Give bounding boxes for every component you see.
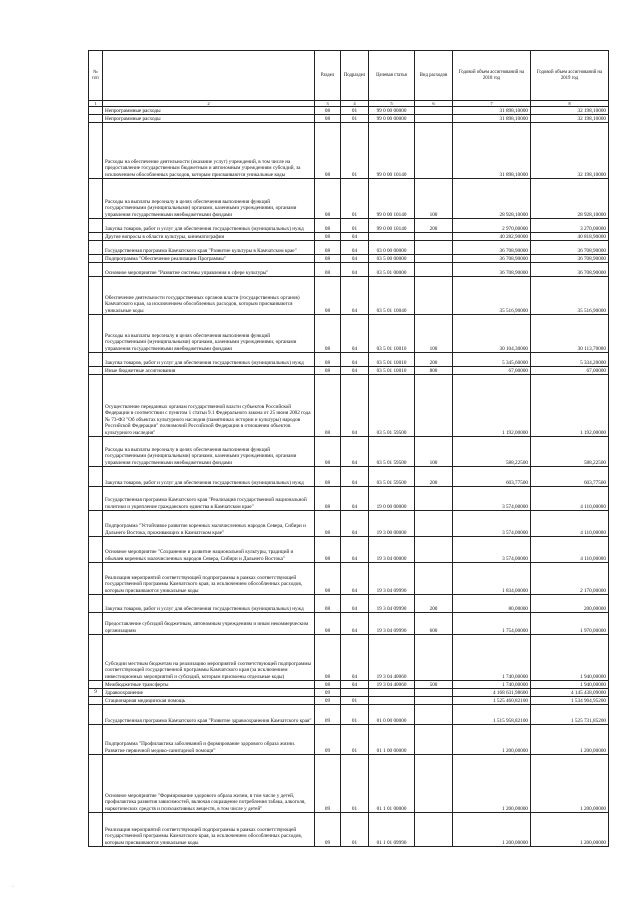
row-amount-2019: 1 525 731,85200: [531, 705, 609, 725]
row-amount-2018: 35 516,90000: [453, 277, 531, 315]
row-name: Основное мероприятие "Развитие системы управления в сфере культуры": [103, 263, 315, 277]
row-razdel: 08: [315, 353, 341, 367]
row-amount-2019: 5 334,20000: [531, 353, 609, 367]
row-podrazdel: 04: [341, 375, 369, 437]
row-expense-type: [415, 813, 453, 847]
row-razdel: 08: [315, 563, 341, 595]
row-podrazdel: 04: [341, 511, 369, 537]
row-name: Обеспечение деятельности государственных органов власти (государственных органов) Камчатского края, за исключением обособленных расходов, которым присваиваются уникальные коды: [103, 277, 315, 315]
table-row: [89, 263, 609, 277]
row-expense-type: [415, 487, 453, 511]
table-row: [89, 537, 609, 563]
row-razdel: 08: [315, 263, 341, 277]
row-name: Непрограммные расходы: [103, 107, 315, 115]
row-razdel: 08: [315, 375, 341, 437]
row-number: [89, 755, 103, 813]
table-row: [89, 123, 609, 179]
row-target-article: 03 0 00 00000: [369, 241, 415, 255]
table-row: [89, 115, 609, 123]
row-amount-2019: 1 200,00000: [531, 755, 609, 813]
row-name: Государственная программа Камчатского края "Реализация государственной национальной политики и укрепление гражданского единства в Камчатском крае": [103, 487, 315, 511]
row-razdel: 08: [315, 241, 341, 255]
row-target-article: 19 3 00 00000: [369, 511, 415, 537]
row-amount-2019: 200,00000: [531, 595, 609, 613]
row-podrazdel: 04: [341, 315, 369, 353]
row-amount-2019: 1 940,00000: [531, 681, 609, 689]
row-name: Осуществление переданных органам государственной власти субъектов Российской Федерации в соответствии с пунктом 1 статьи 9.1 Федерального закона от 25 июня 2002 года № 73-ФЗ "Об объектах культурного наследия (памятниках истории и культуры) народов Российской Федерации" полномочий Российской Федерации в отношении объектов культурного наследия": [103, 375, 315, 437]
row-target-article: 19 3 04 09990: [369, 613, 415, 635]
row-razdel: 08: [315, 595, 341, 613]
row-amount-2018: 1 515 958,82100: [453, 705, 531, 725]
row-podrazdel: 04: [341, 595, 369, 613]
row-podrazdel: 04: [341, 263, 369, 277]
row-amount-2018: 30 104,30000: [453, 315, 531, 353]
row-podrazdel: 01: [341, 813, 369, 847]
row-amount-2019: 28 928,10000: [531, 179, 609, 219]
row-name: Стационарная медицинская помощь: [103, 697, 315, 705]
column-number: 1: [89, 101, 103, 107]
row-number: [89, 635, 103, 681]
table-row: [89, 595, 609, 613]
row-amount-2018: 1 740,00000: [453, 681, 531, 689]
margin-mark: ·: [12, 884, 14, 890]
table-row: [89, 315, 609, 353]
row-podrazdel: 04: [341, 437, 369, 467]
column-number: 5: [369, 101, 415, 107]
table-row: [89, 705, 609, 725]
header-podrazdel: Подраздел: [341, 51, 369, 101]
row-name: Непрограммные расходы: [103, 115, 315, 123]
row-target-article: 03 5 01 10010: [369, 353, 415, 367]
row-name: Субсидии местным бюджетам на реализацию мероприятий соответствующей подпрограммы соответствующей государственной программы Камчатского края (за исключением инвестиционных мероприятий и субсидий, которым присвоены отдельные коды): [103, 635, 315, 681]
row-razdel: 08: [315, 487, 341, 511]
row-number: [89, 437, 103, 467]
column-number: 2: [103, 101, 315, 107]
row-number: [89, 233, 103, 241]
row-target-article: 99 0 00 10140: [369, 219, 415, 233]
row-name: Расходы на выплаты персоналу в целях обеспечения выполнения функций государственными (муниципальными) органами, казенными учреждениями, органами управления государственными внебюджетными фондами: [103, 437, 315, 467]
row-name: Расходы на обеспечение деятельности (оказание услуг) учреждений, в том числе на предоставление государственным бюджетным и автономным учреждениям субсидий, за исключением обособленных расходов, которым присваиваются уникальные коды: [103, 123, 315, 179]
row-razdel: 08: [315, 467, 341, 487]
row-name: Закупка товаров, работ и услуг для обеспечения государственных (муниципальных) нужд: [103, 467, 315, 487]
row-name: Закупка товаров, работ и услуг для обеспечения государственных (муниципальных) нужд: [103, 219, 315, 233]
row-target-article: 03 5 01 00000: [369, 263, 415, 277]
row-amount-2018: 31 898,10000: [453, 107, 531, 115]
row-number: [89, 107, 103, 115]
table-row: [89, 233, 609, 241]
row-target-article: [369, 233, 415, 241]
row-amount-2019: 4 110,00000: [531, 537, 609, 563]
row-podrazdel: 01: [341, 219, 369, 233]
row-amount-2019: 603,77500: [531, 467, 609, 487]
row-podrazdel: 04: [341, 367, 369, 375]
row-amount-2019: 588,22500: [531, 437, 609, 467]
table-row: [89, 437, 609, 467]
row-amount-2019: 1 200,00000: [531, 725, 609, 755]
row-expense-type: 200: [415, 595, 453, 613]
row-amount-2019: 32 198,10000: [531, 115, 609, 123]
row-name: Подпрограмма "Профилактика заболеваний и формирование здорового образа жизни. Развитие первичной медико-санитарной помощи": [103, 725, 315, 755]
row-expense-type: [415, 635, 453, 681]
row-expense-type: 500: [415, 681, 453, 689]
row-amount-2018: 603,77500: [453, 467, 531, 487]
row-podrazdel: 04: [341, 241, 369, 255]
row-razdel: 09: [315, 689, 341, 697]
row-amount-2018: 1 525 460,82100: [453, 697, 531, 705]
row-number: [89, 375, 103, 437]
row-expense-type: [415, 277, 453, 315]
row-expense-type: [415, 233, 453, 241]
table-row: [89, 689, 609, 697]
header-name: [103, 51, 315, 101]
row-amount-2018: 1 754,00000: [453, 613, 531, 635]
row-target-article: 99 0 00 00000: [369, 115, 415, 123]
row-razdel: 08: [315, 511, 341, 537]
row-name: Здравоохранение: [103, 689, 315, 697]
row-razdel: 08: [315, 367, 341, 375]
row-target-article: 19 3 04 09990: [369, 563, 415, 595]
row-razdel: 09: [315, 697, 341, 705]
row-razdel: 08: [315, 537, 341, 563]
row-amount-2019: 35 516,90000: [531, 277, 609, 315]
row-name: Реализация мероприятий соответствующей подпрограммы в рамках соответствующей государственной программы Камчатского края, за исключением обособленных расходов, которым присваиваются уникальные коды: [103, 813, 315, 847]
row-amount-2018: 1 740,00000: [453, 635, 531, 681]
row-number: [89, 367, 103, 375]
row-expense-type: [415, 705, 453, 725]
table-body: [89, 107, 609, 847]
header-num: № п/п: [89, 51, 103, 101]
table-row: [89, 613, 609, 635]
row-podrazdel: 04: [341, 563, 369, 595]
row-name: Закупка товаров, работ и услуг для обеспечения государственных (муниципальных) нужд: [103, 595, 315, 613]
row-number: [89, 487, 103, 511]
table-header-row: [89, 51, 609, 101]
row-amount-2019: 4 110,00000: [531, 511, 609, 537]
table-row: [89, 367, 609, 375]
row-amount-2018: 1 200,00000: [453, 755, 531, 813]
table-row: [89, 467, 609, 487]
table-row: [89, 375, 609, 437]
row-podrazdel: 04: [341, 233, 369, 241]
table-row: [89, 755, 609, 813]
row-expense-type: 800: [415, 367, 453, 375]
row-podrazdel: 01: [341, 115, 369, 123]
row-target-article: 01 1 01 00000: [369, 755, 415, 813]
row-amount-2018: 36 708,90000: [453, 241, 531, 255]
column-number: 4: [341, 101, 369, 107]
row-target-article: 99 0 00 10140: [369, 123, 415, 179]
row-target-article: 03 5 01 10010: [369, 315, 415, 353]
row-podrazdel: 01: [341, 107, 369, 115]
row-amount-2019: 1 940,00000: [531, 635, 609, 681]
header-year-2018: Годовой объем ассигнований на 2018 год: [453, 51, 531, 101]
row-amount-2018: 3 574,00000: [453, 487, 531, 511]
column-number: 7: [453, 101, 531, 107]
row-target-article: 03 5 01 59500: [369, 437, 415, 467]
row-number: [89, 179, 103, 219]
table-row: [89, 219, 609, 233]
table-row: [89, 179, 609, 219]
row-target-article: 03 5 01 10010: [369, 367, 415, 375]
row-amount-2019: 2 170,00000: [531, 563, 609, 595]
row-target-article: 19 3 04 09990: [369, 595, 415, 613]
row-number: [89, 277, 103, 315]
row-amount-2018: 1 192,00000: [453, 375, 531, 437]
row-name: Иные бюджетные ассигнования: [103, 367, 315, 375]
header-year-2019: Годовой объем ассигнований на 2019 год: [531, 51, 609, 101]
row-expense-type: [415, 123, 453, 179]
row-amount-2018: 1 834,00000: [453, 563, 531, 595]
row-expense-type: 600: [415, 613, 453, 635]
row-name: Реализация мероприятий соответствующей подпрограммы в рамках соответствующей государственной программы Камчатского края, за исключением обособленных расходов, которым присваиваются уникальные коды: [103, 563, 315, 595]
row-name: Подпрограмма "Устойчивое развитие коренных малочисленных народов Севера, Сибири и Дальнего Востока, проживающих в Камчатском крае": [103, 511, 315, 537]
table-row: [89, 353, 609, 367]
row-name: Предоставление субсидий бюджетным, автономным учреждениям и иным некоммерческим организациям: [103, 613, 315, 635]
row-expense-type: [415, 115, 453, 123]
row-number: [89, 813, 103, 847]
row-number: [89, 725, 103, 755]
row-target-article: 03 5 01 59500: [369, 375, 415, 437]
row-razdel: 09: [315, 813, 341, 847]
table-row: [89, 107, 609, 115]
row-amount-2019: 36 708,90000: [531, 255, 609, 263]
row-amount-2018: 36 708,90000: [453, 263, 531, 277]
row-amount-2018: 588,22500: [453, 437, 531, 467]
row-number: [89, 315, 103, 353]
row-amount-2019: 1 970,00000: [531, 613, 609, 635]
row-name: Расходы на выплаты персоналу в целях обеспечения выполнения функций государственными (муниципальными) органами, казенными учреждениями, органами управления государственными внебюджетными фондами: [103, 315, 315, 353]
row-expense-type: [415, 255, 453, 263]
row-target-article: 19 0 00 00000: [369, 487, 415, 511]
row-razdel: 08: [315, 179, 341, 219]
row-razdel: 08: [315, 115, 341, 123]
row-amount-2019: 67,00000: [531, 367, 609, 375]
row-number: 9: [89, 689, 103, 697]
row-expense-type: [415, 375, 453, 437]
row-podrazdel: 04: [341, 255, 369, 263]
row-target-article: 19 3 04 00000: [369, 537, 415, 563]
budget-table-sheet: [88, 50, 608, 847]
row-target-article: 03 5 01 10040: [369, 277, 415, 315]
row-podrazdel: 04: [341, 537, 369, 563]
row-number: [89, 353, 103, 367]
row-podrazdel: 04: [341, 635, 369, 681]
column-number: 8: [531, 101, 609, 107]
row-amount-2018: 3 574,00000: [453, 537, 531, 563]
row-target-article: 03 5 00 00000: [369, 255, 415, 263]
row-expense-type: 200: [415, 219, 453, 233]
row-podrazdel: 01: [341, 755, 369, 813]
row-number: [89, 595, 103, 613]
row-name: Другие вопросы в области культуры, кинематографии: [103, 233, 315, 241]
row-razdel: 09: [315, 705, 341, 725]
row-number: [89, 537, 103, 563]
row-name: Государственная программа Камчатского края "Развитие культуры в Камчатском крае": [103, 241, 315, 255]
row-expense-type: [415, 107, 453, 115]
row-target-article: 19 3 04 40060: [369, 681, 415, 689]
row-podrazdel: 01: [341, 705, 369, 725]
row-number: [89, 697, 103, 705]
row-amount-2018: 36 708,90000: [453, 255, 531, 263]
row-target-article: [369, 689, 415, 697]
row-razdel: 08: [315, 277, 341, 315]
row-target-article: 01 1 00 00000: [369, 725, 415, 755]
row-expense-type: [415, 697, 453, 705]
row-expense-type: [415, 755, 453, 813]
row-expense-type: [415, 725, 453, 755]
row-razdel: 08: [315, 681, 341, 689]
table-row: [89, 563, 609, 595]
row-amount-2019: 4 145 438,09000: [531, 689, 609, 697]
row-razdel: 08: [315, 635, 341, 681]
row-number: [89, 511, 103, 537]
row-podrazdel: 04: [341, 277, 369, 315]
row-number: [89, 563, 103, 595]
row-expense-type: 200: [415, 353, 453, 367]
row-expense-type: [415, 689, 453, 697]
row-amount-2018: 80,00000: [453, 595, 531, 613]
table-row: [89, 277, 609, 315]
row-expense-type: [415, 263, 453, 277]
row-expense-type: [415, 537, 453, 563]
row-expense-type: [415, 563, 453, 595]
table-row: [89, 487, 609, 511]
table-row: [89, 255, 609, 263]
row-razdel: 08: [315, 107, 341, 115]
row-razdel: 08: [315, 255, 341, 263]
row-number: [89, 613, 103, 635]
row-amount-2018: 5 345,60000: [453, 353, 531, 367]
budget-table: [88, 50, 609, 847]
row-target-article: 01 0 00 00000: [369, 705, 415, 725]
row-razdel: 08: [315, 437, 341, 467]
row-podrazdel: 04: [341, 613, 369, 635]
row-amount-2018: 2 970,00000: [453, 219, 531, 233]
row-razdel: 08: [315, 123, 341, 179]
row-expense-type: 200: [415, 467, 453, 487]
row-amount-2018: 1 200,00000: [453, 725, 531, 755]
row-number: [89, 241, 103, 255]
row-name: Государственная программа Камчатского края "Развитие здравоохранения Камчатского края": [103, 705, 315, 725]
row-podrazdel: 04: [341, 487, 369, 511]
row-podrazdel: 01: [341, 725, 369, 755]
row-target-article: 99 0 00 00000: [369, 107, 415, 115]
row-podrazdel: 04: [341, 467, 369, 487]
row-amount-2019: 1 192,00000: [531, 375, 609, 437]
row-target-article: 03 5 01 59500: [369, 467, 415, 487]
table-row: [89, 725, 609, 755]
row-number: [89, 467, 103, 487]
row-expense-type: 100: [415, 315, 453, 353]
row-podrazdel: 01: [341, 179, 369, 219]
table-row: [89, 511, 609, 537]
row-target-article: 01 1 01 09990: [369, 813, 415, 847]
table-row: [89, 681, 609, 689]
header-expense-type: Вид расходов: [415, 51, 453, 101]
row-razdel: 08: [315, 233, 341, 241]
row-razdel: 09: [315, 725, 341, 755]
row-amount-2018: 31 898,10000: [453, 123, 531, 179]
row-name: Расходы на выплаты персоналу в целях обеспечения выполнения функций государственными (муниципальными) органами, казенными учреждениями, органами управления государственными внебюджетными фондами: [103, 179, 315, 219]
row-razdel: 09: [315, 755, 341, 813]
row-amount-2018: 28 928,10000: [453, 179, 531, 219]
row-podrazdel: 01: [341, 697, 369, 705]
row-amount-2019: 30 113,70000: [531, 315, 609, 353]
row-name: Подпрограмма "Обеспечение реализации Программы": [103, 255, 315, 263]
column-number: 6: [415, 101, 453, 107]
row-expense-type: [415, 241, 453, 255]
row-amount-2019: 36 708,90000: [531, 241, 609, 255]
row-amount-2019: 32 198,10000: [531, 107, 609, 115]
row-number: [89, 263, 103, 277]
row-podrazdel: [341, 689, 369, 697]
row-amount-2019: 32 198,10000: [531, 123, 609, 179]
row-razdel: 08: [315, 219, 341, 233]
table-row: [89, 241, 609, 255]
row-number: [89, 219, 103, 233]
table-row: [89, 635, 609, 681]
row-razdel: 08: [315, 613, 341, 635]
row-amount-2018: 3 574,00000: [453, 511, 531, 537]
table-row: [89, 697, 609, 705]
row-amount-2019: 1 200,00000: [531, 813, 609, 847]
row-podrazdel: 01: [341, 123, 369, 179]
row-name: Межбюджетные трансферты: [103, 681, 315, 689]
row-amount-2018: 31 898,10000: [453, 115, 531, 123]
row-target-article: 99 0 00 10140: [369, 179, 415, 219]
row-number: [89, 705, 103, 725]
row-razdel: 08: [315, 315, 341, 353]
row-name: Основное мероприятие "Формирование здорового образа жизни, в том числе у детей, профилактика развития зависимостей, включая сокращение потребления табака, алкоголя, наркотических средств и психоактивных веществ, в том числе у детей": [103, 755, 315, 813]
row-amount-2019: 36 708,90000: [531, 263, 609, 277]
row-name: Основное мероприятие "Сохранение и развитие национальной культуры, традиций и обычаев коренных малочисленных народов Севера, Сибири и Дальнего Востока": [103, 537, 315, 563]
row-number: [89, 123, 103, 179]
header-razdel: Раздел: [315, 51, 341, 101]
row-amount-2018: 1 200,00000: [453, 813, 531, 847]
row-amount-2019: 4 110,00000: [531, 487, 609, 511]
row-podrazdel: 04: [341, 353, 369, 367]
row-expense-type: 100: [415, 179, 453, 219]
row-amount-2019: 3 270,00000: [531, 219, 609, 233]
row-amount-2019: 1 534 904,95200: [531, 697, 609, 705]
row-amount-2019: 40 818,90000: [531, 233, 609, 241]
table-row: [89, 813, 609, 847]
row-amount-2018: 67,00000: [453, 367, 531, 375]
row-number: [89, 681, 103, 689]
row-expense-type: 100: [415, 437, 453, 467]
row-name: Закупка товаров, работ и услуг для обеспечения государственных (муниципальных) нужд: [103, 353, 315, 367]
row-podrazdel: 04: [341, 681, 369, 689]
row-expense-type: [415, 511, 453, 537]
row-target-article: 19 3 04 40060: [369, 635, 415, 681]
header-target-article: Целевая статья: [369, 51, 415, 101]
row-number: [89, 115, 103, 123]
column-number: 3: [315, 101, 341, 107]
row-target-article: [369, 697, 415, 705]
row-amount-2018: 4 168 631,98600: [453, 689, 531, 697]
row-amount-2018: 40 282,90000: [453, 233, 531, 241]
row-number: [89, 255, 103, 263]
